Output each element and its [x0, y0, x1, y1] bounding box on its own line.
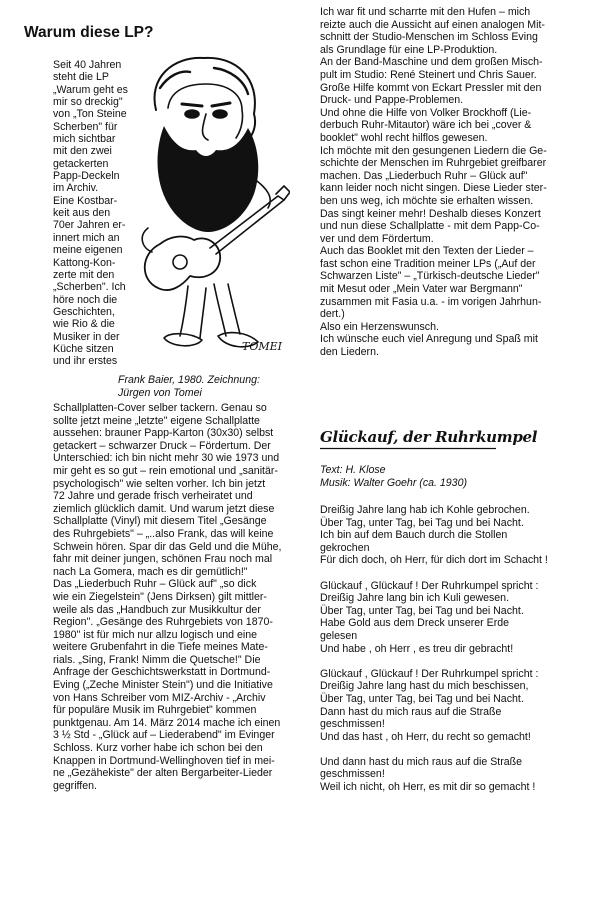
- text-line: Unterschied: ich bin nicht mehr 30 wie 1973 und: [53, 452, 280, 465]
- text-line: „Warum geht es: [53, 83, 128, 96]
- beard: [158, 126, 259, 232]
- guitar: [145, 237, 220, 291]
- verse-line: Glückauf , Glückauf ! Der Ruhrkumpel spricht :: [320, 667, 539, 680]
- verse-line: Und das hast , oh Herr, du recht so gemacht!: [320, 730, 531, 743]
- text-line: im Archiv.: [53, 182, 99, 195]
- text-line: Schwein hören. Spar dir das Geld und die Mühe,: [53, 540, 282, 553]
- text-line: Also ein Herzenswunsch.: [320, 320, 439, 333]
- verse-line: Dreißig Jahre lang bin ich Kuli gewesen.: [320, 592, 510, 605]
- text-line: Und ohne die Hilfe von Volker Brockhoff (Lie-: [320, 106, 532, 119]
- text-line: Papp-Deckeln: [53, 170, 120, 183]
- text-line: fast schon eine Tradition meiner LPs („Auf der: [320, 257, 536, 270]
- text-line: sollte jetzt meine „letzte" eigene Schallplatte: [53, 414, 260, 427]
- text-line: machen. Das „Liederbuch Ruhr – Glück auf": [320, 169, 528, 182]
- text-line: mit den zwei: [53, 145, 112, 158]
- text-line: Große Hilfe kommt von Eckart Pressler mit den: [320, 81, 542, 94]
- text-line: den Liedern.: [320, 346, 379, 359]
- text-line: innert mich an: [53, 231, 120, 244]
- verse-line: Über Tag, unter Tag, bei Tag und bei Nacht.: [320, 604, 524, 617]
- text-line: Region". „Gesänge des Ruhrgebiets von 1870-: [53, 616, 273, 629]
- shoes: [164, 334, 202, 346]
- text-line: und ihr erstes: [53, 355, 118, 368]
- text-line: derbuch Ruhr-Mitautor) wäre ich bei „cover &: [320, 119, 532, 132]
- song-credits: [320, 464, 467, 489]
- text-line: mich sichtbar: [53, 133, 116, 146]
- text-line: Schwarzen Liste" – „Türkisch-deutsche Lieder": [320, 270, 540, 283]
- text-line: Scherben" für: [53, 120, 118, 133]
- verse-line: Glückauf , Glückauf ! Der Ruhrkumpel spricht :: [320, 579, 539, 592]
- text-line: nach La Gomera, mach es dir gemütlich!": [53, 565, 248, 578]
- text-line: höre noch die: [53, 293, 118, 306]
- text-line: 72 Jahre und gerade frisch verheiratet und: [53, 490, 253, 503]
- text-line: schichte der Menschen im Ruhrgebiet greifbarer: [320, 157, 547, 170]
- song-title: Glückauf, der Ruhrkumpel: [320, 428, 538, 446]
- text-line: kann leider noch nicht singen. Diese Lieder ster-: [320, 182, 547, 195]
- verse-line: Und habe , oh Herr , es treu dir gebracht!: [320, 642, 514, 655]
- text-line: zusammen mit Fasia u.a. - im vorigen Jahrhun-: [320, 295, 542, 308]
- text-line: weile als das „Handbuch zur Musikkultur der: [53, 603, 261, 616]
- song-verse: [320, 668, 592, 744]
- text-line: gegriffen.: [53, 779, 97, 792]
- verse-line: Über Tag, unter Tag, bei Tag und bei Nacht.: [320, 516, 524, 529]
- verse-line: geschmissen!: [320, 718, 385, 731]
- song-verse: [320, 580, 592, 656]
- text-line: 3 ½ Std - „Glück auf – Liederabend" im Evinger: [53, 729, 275, 742]
- text-line: Ich war fit und scharrte mit den Hufen – mich: [320, 6, 531, 18]
- text-line: Anfrage der Geschichtswerkstatt in Dortmund-: [53, 666, 271, 679]
- text-line: Ich möchte mit den gesungenen Liedern die Ge-: [320, 144, 547, 157]
- verse-line: Und dann hast du mich raus auf die Straße: [320, 755, 522, 768]
- text-line: wie ein Ziegelstein" (Jens Dirksen) gilt mittler-: [53, 590, 267, 603]
- text-line: fahr mit deiner jungen, schönen Frau noch mal: [53, 553, 273, 566]
- text-line: keit aus den: [53, 207, 111, 220]
- artist-signature: TOMEI: [242, 340, 282, 353]
- verse-line: Für dich doch, oh Herr, für dich dort im Schacht !: [320, 554, 548, 567]
- text-line: Eine Kostbar-: [53, 194, 118, 207]
- text-line: 1980" ist für mich nur allzu logisch und eine: [53, 628, 257, 641]
- caption-line: Frank Baier, 1980. Zeichnung:: [118, 374, 260, 386]
- caption-line: Jürgen von Tomei: [118, 387, 202, 399]
- left-intro-text: [53, 59, 128, 368]
- left-body-text: [53, 402, 297, 792]
- text-line: als Grundlage für eine LP-Produktion.: [320, 43, 498, 56]
- text-line: Auch das Booklet mit den Texten der Lieder –: [320, 245, 534, 258]
- text-line: aussehen: brauner Papp-Karton (30x30) selbst: [53, 427, 274, 440]
- text-line: schnitt der Studio-Menschen im Schloss Eving: [320, 31, 538, 44]
- verse-line: gekrochen: [320, 541, 370, 554]
- text-line: psychologisch" wie selten vorher. Ich bin jetzt: [53, 477, 266, 490]
- text-line: punktgenau. Am 14. März 2014 mache ich einen: [53, 716, 281, 729]
- text-line: weitere Grubenfahrt in die Tiefe meines Mate-: [53, 641, 268, 654]
- text-line: und nun diese Schallplatte - mit dem Papp-Co-: [320, 220, 540, 233]
- verse-line: Weil ich nicht, oh Herr, es mit dir so gemacht !: [320, 781, 536, 794]
- text-line: des Ruhrgebiets" – „..also Frank, das will keine: [53, 527, 274, 540]
- text-line: dert.): [320, 308, 345, 321]
- verse-line: gelesen: [320, 629, 358, 642]
- text-line: 70er Jahren er-: [53, 219, 126, 232]
- text-line: reizte auch die Aussicht auf einen analogen Mit-: [320, 18, 545, 31]
- text-line: ne „Gezähekiste" der alten Bergarbeiter-Lieder: [53, 767, 273, 780]
- music-credit: Musik: Walter Goehr (ca. 1930): [320, 476, 467, 489]
- text-line: ver und dem Fördertum.: [320, 232, 434, 245]
- text-line: ben uns weg, ich möchte sie erhalten wissen.: [320, 194, 534, 207]
- text-line: pult im Studio: René Steinert und Chris Sauer.: [320, 68, 537, 81]
- text-line: zerte mit den: [53, 268, 115, 281]
- text-line: Schloss. Kurz vorher habe ich schon bei den: [53, 742, 263, 755]
- verse-line: geschmissen!: [320, 768, 385, 781]
- text-line: getackerten: [53, 157, 109, 170]
- text-line: Geschichten,: [53, 305, 115, 318]
- text-line: mir so dreckig": [53, 96, 123, 109]
- song-verse: [320, 504, 592, 567]
- text-line: für populäre Musik im Ruhrgebiet" kommen: [53, 704, 257, 717]
- text-credit: Text: H. Klose: [320, 464, 386, 476]
- text-line: Das singt keiner mehr! Deshalb dieses Konzert: [320, 207, 541, 220]
- text-line: Küche sitzen: [53, 342, 114, 355]
- page-title: Warum diese LP?: [24, 24, 154, 41]
- verse-line: Dann hast du mich raus auf die Straße: [320, 705, 502, 718]
- text-line: booklet" wohl recht hilflos gewesen.: [320, 131, 488, 144]
- text-line: Knappen in Dortmund-Wellinghoven tief in mei-: [53, 754, 275, 767]
- text-line: mit Mesut oder „Mein Vater war Bergmann": [320, 283, 523, 296]
- text-line: von „Ton Steine: [53, 108, 127, 121]
- text-line: Ich wünsche euch viel Anregung und Spaß mit: [320, 333, 538, 346]
- text-line: wie Rio & die: [53, 318, 115, 331]
- text-line: mir geht es so gut – rein emotional und „sanitär-: [53, 464, 278, 477]
- face: [168, 84, 243, 138]
- song-verse: [320, 756, 592, 794]
- text-line: meine eigenen: [53, 244, 123, 257]
- verse-line: Ich bin auf dem Bauch durch die Stollen: [320, 529, 508, 542]
- text-line: Das „Liederbuch Ruhr – Glück auf" „so dick: [53, 578, 257, 591]
- verse-line: Habe Gold aus dem Dreck unserer Erde: [320, 617, 510, 630]
- text-line: ziemlich glücklich damit. Und warum jetzt diese: [53, 502, 275, 515]
- text-line: von Hans Schreiber vom MIZ-Archiv - „Archiv: [53, 691, 266, 704]
- verse-line: Dreißig Jahre lang hab ich Kohle gebrochen.: [320, 504, 530, 516]
- text-line: Eving („Zeche Minister Stein") und die Initiative: [53, 679, 273, 692]
- caricature-drawing: [118, 48, 290, 360]
- verse-line: Dreißig Jahre lang hast du mich beschissen,: [320, 680, 529, 693]
- song-title-underline: [320, 447, 496, 450]
- text-line: An der Band-Maschine und dem großen Misch-: [320, 56, 543, 69]
- song-lyrics: [320, 504, 592, 806]
- text-line: Musiker in der: [53, 330, 120, 343]
- text-line: Schallplatte (Vinyl) mit diesem Titel „Gesänge: [53, 515, 267, 528]
- text-line: „Scherben". Ich: [53, 281, 126, 294]
- text-line: getackert – schwarzer Druck – Fördertum. Der: [53, 439, 271, 452]
- right-body-text: [320, 6, 592, 359]
- text-line: Kattong-Kon-: [53, 256, 116, 269]
- text-line: Druck- und Pappe-Problemen.: [320, 94, 464, 107]
- image-caption: [118, 374, 290, 400]
- text-line: steht die LP: [53, 71, 109, 84]
- verse-line: Über Tag, unter Tag, bei Tag und bei Nacht.: [320, 692, 524, 705]
- text-line: Seit 40 Jahren: [53, 59, 122, 71]
- text-line: rials. „Sing, Frank! Nimm die Quetsche!" Die: [53, 653, 261, 666]
- text-line: Schallplatten-Cover selber tackern. Genau so: [53, 402, 267, 414]
